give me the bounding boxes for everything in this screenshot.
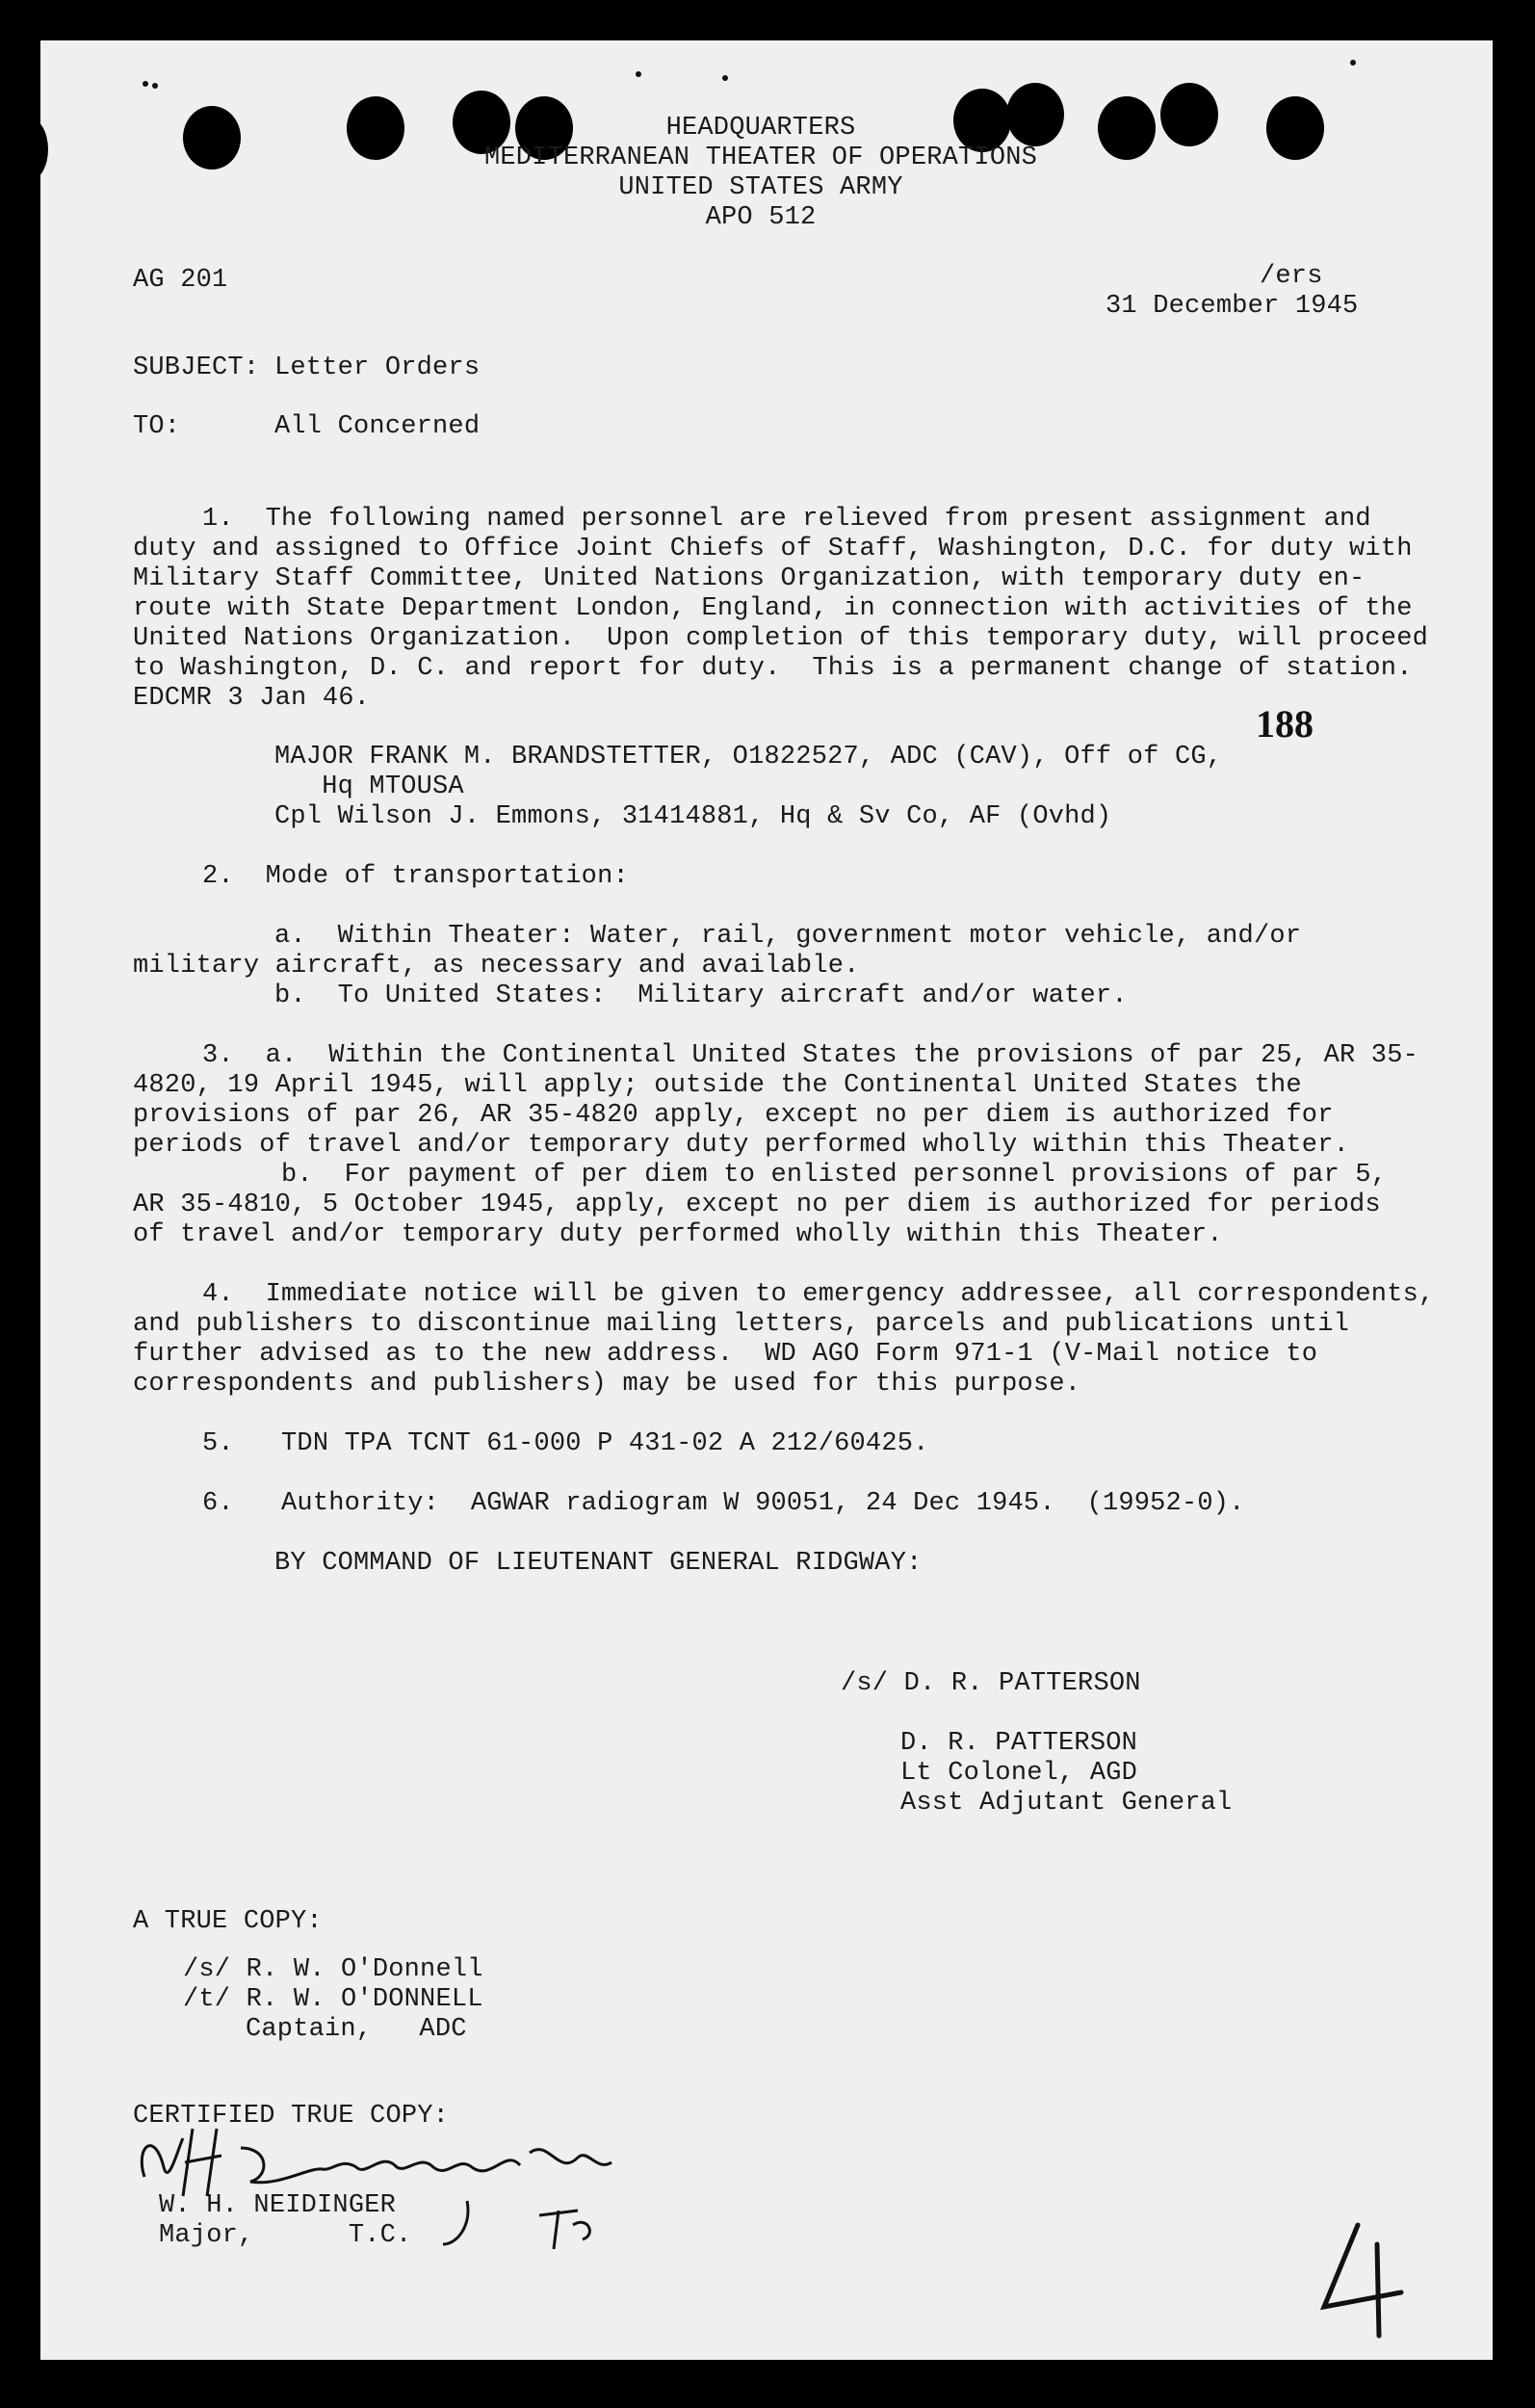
to-label: TO: [133,412,181,441]
personnel-line: Hq MTOUSA [274,772,464,801]
certified-name: W. H. NEIDINGER [159,2191,397,2220]
para4-line: and publishers to discontinue mailing letters, parcels and publications until [133,1310,1350,1339]
true-copy-t-line: /t/ R. W. O'DONNELL [183,1985,483,2014]
speck [152,83,158,89]
para2-a-line: a. Within Theater: Water, rail, government motor vehicle, and/or [274,922,1302,951]
document-date: 31 December 1945 [1106,292,1359,321]
speck [1350,60,1356,65]
punch-hole [1160,83,1218,146]
to-value: All Concerned [274,412,481,441]
punch-hole [1266,96,1324,160]
header-line-1: HEADQUARTERS [665,114,856,143]
para4-line: 4. Immediate notice will be given to emergency addressee, all correspondents, [202,1280,1435,1309]
para3-line: 4820, 19 April 1945, will apply; outside the Continental United States the [133,1071,1302,1100]
header-line-2: MEDITERRANEAN THEATER OF OPERATIONS [483,144,1038,172]
typist-initials: /ers [1260,262,1323,291]
signature-name: D. R. PATTERSON [900,1729,1138,1758]
para3-line: provisions of par 26, AR 35-4820 apply, except no per diem is authorized for [133,1101,1334,1130]
stamp-number: 188 [1256,702,1314,746]
para1-line: to Washington, D. C. and report for duty. This is a permanent change of station. [133,654,1413,683]
para3-line: AR 35-4810, 5 October 1945, apply, except no per diem is authorized for periods [133,1191,1381,1219]
certified-rank: Major, T.C. [159,2221,412,2250]
para1-line: route with State Department London, England, in connection with activities of the [133,594,1413,623]
personnel-line: MAJOR FRANK M. BRANDSTETTER, O1822527, ADC (CAV), Off of CG, [274,743,1223,772]
para3-line: b. For payment of per diem to enlisted personnel provisions of par 5, [202,1161,1388,1190]
personnel-line: Cpl Wilson J. Emmons, 31414881, Hq & Sv Co, AF (Ovhd) [274,802,1112,831]
para4-line: correspondents and publishers) may be used for this purpose. [133,1370,1081,1399]
punch-hole [10,118,48,181]
para1-line: Military Staff Committee, United Nations Organization, with temporary duty en- [133,564,1366,593]
command-line: BY COMMAND OF LIEUTENANT GENERAL RIDGWAY: [274,1549,923,1578]
para3-line: periods of travel and/or temporary duty performed wholly within this Theater. [133,1131,1350,1160]
signature-rank: Lt Colonel, AGD [900,1759,1138,1788]
handwritten-page-number [1310,2215,1416,2341]
subject-value: Letter Orders [274,353,481,382]
para3-line: 3. a. Within the Continental United States the provisions of par 25, AR 35- [202,1041,1419,1070]
header-line-4: APO 512 [705,203,817,232]
speck [636,71,641,77]
header-line-3: UNITED STATES ARMY [618,173,903,202]
para2-heading: 2. Mode of transportation: [202,862,629,891]
para5: 5. TDN TPA TCNT 61-000 P 431-02 A 212/60425. [202,1429,929,1458]
signature-title: Asst Adjutant General [900,1789,1233,1818]
speck [722,75,728,81]
speck [143,81,148,87]
para4-line: further advised as to the new address. WD AGO Form 971-1 (V-Mail notice to [133,1340,1318,1369]
file-reference: AG 201 [133,266,228,295]
true-copy-s-line: /s/ R. W. O'Donnell [183,1955,483,1984]
para3-line: of travel and/or temporary duty performed wholly within this Theater. [133,1220,1223,1249]
para1-line: duty and assigned to Office Joint Chiefs of Staff, Washington, D.C. for duty with [133,535,1413,563]
para1-line: EDCMR 3 Jan 46. [133,684,371,713]
para6: 6. Authority: AGWAR radiogram W 90051, 24 Dec 1945. (19952-0). [202,1489,1245,1518]
para1-line: United Nations Organization. Upon completion of this temporary duty, will proceed [133,624,1429,653]
para2-b-line: b. To United States: Military aircraft and/or water. [274,982,1128,1010]
true-copy-label: A TRUE COPY: [133,1907,323,1936]
subject-label: SUBJECT: [133,353,260,382]
true-copy-rank: Captain, ADC [246,2015,467,2044]
para1-line: 1. The following named personnel are relieved from present assignment and [202,505,1371,534]
signature-s-line: /s/ D. R. PATTERSON [841,1669,1141,1698]
certified-label: CERTIFIED TRUE COPY: [133,2102,450,2131]
punch-hole [183,106,241,170]
para2-a-line: military aircraft, as necessary and available. [133,952,860,981]
